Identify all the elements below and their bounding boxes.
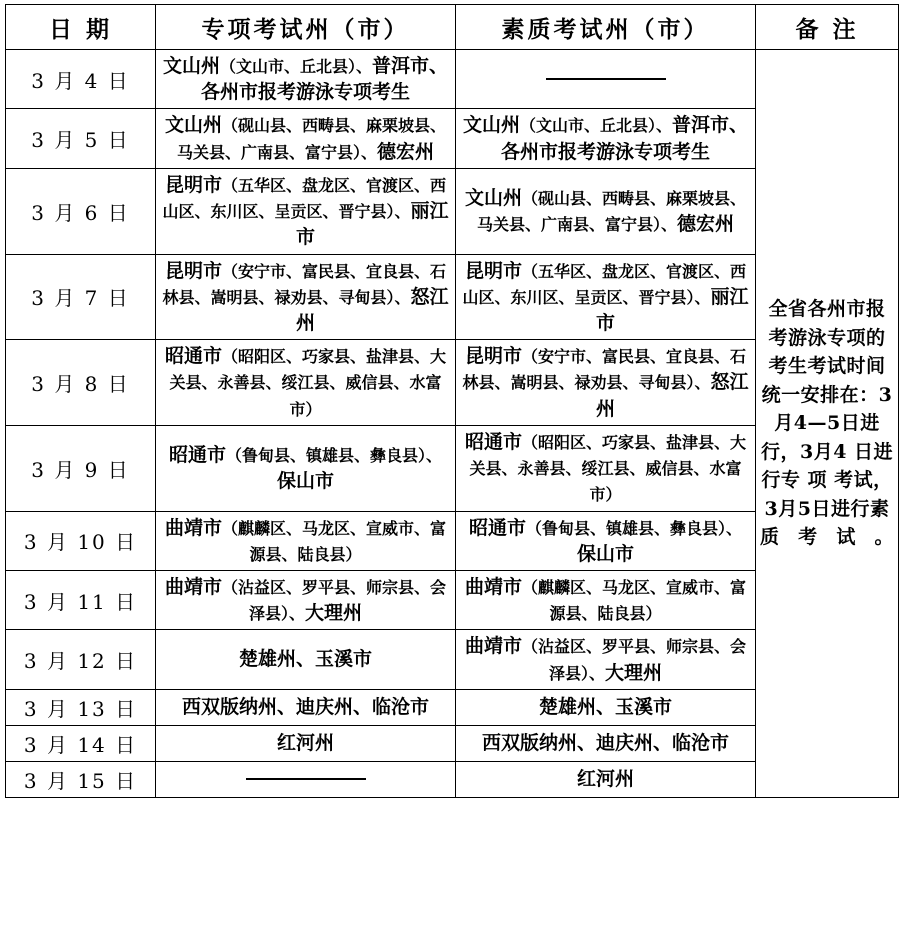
region-name: 红河州 bbox=[576, 768, 634, 791]
region-detail: （安宁市、富民县、宜良县、石林县、嵩明县、禄劝县、寻甸县）、 bbox=[462, 347, 747, 393]
region-name: 曲靖市 bbox=[164, 516, 222, 539]
cell-date: 3 月 13 日 bbox=[6, 689, 156, 725]
cell-quality-exam bbox=[456, 109, 756, 168]
region-detail: （五华区、盘龙区、官渡区、西山区、东川区、呈贡区、晋宁县）、 bbox=[462, 261, 747, 307]
cell-date: 3 月 15 日 bbox=[6, 761, 156, 797]
cell-major-exam bbox=[156, 725, 456, 761]
region-name: 文山州 bbox=[164, 114, 222, 137]
region-name: 曲靖市 bbox=[464, 635, 522, 658]
cell-date: 3 月 8 日 bbox=[6, 340, 156, 426]
cell-date: 3 月 4 日 bbox=[6, 50, 156, 109]
region-name: 文山州 bbox=[162, 55, 220, 77]
region-name: 红河州 bbox=[276, 732, 334, 755]
region-name: 昭通市 bbox=[168, 443, 226, 466]
region-name: 丽江市 bbox=[295, 200, 449, 249]
region-name: 大理州 bbox=[605, 661, 663, 684]
cell-quality-exam bbox=[456, 725, 756, 761]
column-header-remark: 备 注 bbox=[756, 5, 899, 50]
region-name: 昭通市 bbox=[464, 430, 522, 453]
region-detail: （鲁甸县、镇雄县、彝良县）、 bbox=[226, 445, 443, 465]
cell-major-exam bbox=[156, 511, 456, 570]
region-name: 德宏州 bbox=[677, 213, 735, 236]
region-detail: （砚山县、西畴县、麻栗坡县、马关县、广南县、富宁县）、 bbox=[476, 188, 747, 235]
region-name: 大理州 bbox=[305, 602, 363, 625]
region-name: 文山州 bbox=[464, 186, 522, 209]
region-name: 西双版纳州、迪庆州、临沧市 bbox=[181, 696, 429, 719]
region-detail: （麒麟区、马龙区、宣威市、富源县、陆良县） bbox=[522, 577, 747, 624]
cell-major-exam bbox=[156, 761, 456, 797]
em-dash-placeholder bbox=[546, 78, 666, 81]
region-name: 保山市 bbox=[276, 470, 334, 493]
region-name: 昆明市 bbox=[464, 345, 522, 368]
cell-date: 3 月 6 日 bbox=[6, 168, 156, 254]
cell-date: 3 月 14 日 bbox=[6, 725, 156, 761]
cell-date: 3 月 9 日 bbox=[6, 425, 156, 511]
cell-remark: 全省各州市报考游泳专项的考生考试时间统一安排在：3月4—5日进行，3月4 日进行专 项 考试，3月5日进行素质考试。 bbox=[756, 50, 899, 798]
cell-major-exam bbox=[156, 50, 456, 109]
cell-date: 3 月 7 日 bbox=[6, 254, 156, 340]
cell-quality-exam bbox=[456, 689, 756, 725]
region-name: 丽江市 bbox=[595, 285, 749, 334]
region-detail: （五华区、盘龙区、官渡区、西山区、东川区、呈贡区、晋宁县）、 bbox=[162, 175, 447, 222]
cell-major-exam bbox=[156, 340, 456, 426]
region-name: 曲靖市 bbox=[164, 575, 222, 598]
cell-quality-exam bbox=[456, 254, 756, 340]
cell-quality-exam bbox=[456, 340, 756, 426]
region-name: 楚雄州、玉溪市 bbox=[238, 648, 372, 671]
region-detail: （文山市、丘北县）、 bbox=[519, 116, 672, 136]
region-detail: （沾益区、罗平县、师宗县、会泽县）、 bbox=[222, 577, 447, 624]
region-name: 昆明市 bbox=[164, 259, 222, 282]
region-name: 德宏州 bbox=[377, 140, 435, 163]
cell-quality-exam bbox=[456, 511, 756, 570]
region-name: 怒江州 bbox=[595, 371, 749, 420]
region-detail: （安宁市、富民县、宜良县、石林县、嵩明县、禄劝县、寻甸县）、 bbox=[162, 261, 447, 307]
region-name: 西双版纳州、迪庆州、临沧市 bbox=[481, 732, 729, 755]
region-detail: （昭阳区、巧家县、盐津县、大关县、永善县、绥江县、威信县、水富市） bbox=[469, 432, 747, 505]
cell-major-exam bbox=[156, 254, 456, 340]
cell-major-exam bbox=[156, 109, 456, 168]
region-detail: （昭阳区、巧家县、盐津县、大关县、永善县、绥江县、威信县、水富市） bbox=[169, 347, 447, 419]
cell-major-exam bbox=[156, 570, 456, 629]
cell-major-exam bbox=[156, 425, 456, 511]
region-name: 昭通市 bbox=[468, 516, 526, 539]
cell-date: 3 月 11 日 bbox=[6, 570, 156, 629]
column-header-major-exam: 专项考试州（市） bbox=[156, 5, 456, 50]
region-name: 曲靖市 bbox=[464, 575, 522, 598]
cell-quality-exam bbox=[456, 761, 756, 797]
region-name: 普洱市、各州市报考游泳专项考生 bbox=[200, 55, 449, 104]
column-header-quality-exam: 素质考试州（市） bbox=[456, 5, 756, 50]
exam-schedule-table bbox=[5, 4, 899, 798]
cell-date: 3 月 12 日 bbox=[6, 630, 156, 689]
cell-quality-exam bbox=[456, 168, 756, 254]
table-body bbox=[6, 50, 899, 798]
cell-quality-exam bbox=[456, 630, 756, 689]
cell-quality-exam bbox=[456, 570, 756, 629]
region-name: 保山市 bbox=[576, 542, 634, 565]
region-detail: （文山市、丘北县）、 bbox=[219, 57, 372, 76]
table-row bbox=[6, 50, 899, 109]
cell-date: 3 月 5 日 bbox=[6, 109, 156, 168]
cell-quality-exam bbox=[456, 50, 756, 109]
region-name: 昆明市 bbox=[464, 259, 522, 282]
region-name: 昆明市 bbox=[164, 173, 222, 196]
column-header-date: 日 期 bbox=[6, 5, 156, 50]
region-detail: （砚山县、西畴县、麻栗坡县、马关县、广南县、富宁县）、 bbox=[176, 116, 447, 162]
region-detail: （沾益区、罗平县、师宗县、会泽县）、 bbox=[522, 637, 747, 683]
region-detail: （鲁甸县、镇雄县、彝良县）、 bbox=[526, 518, 743, 538]
region-name: 普洱市、各州市报考游泳专项考生 bbox=[500, 114, 749, 163]
region-name: 昭通市 bbox=[164, 345, 222, 368]
table-header-row bbox=[6, 5, 899, 50]
cell-major-exam bbox=[156, 168, 456, 254]
region-detail: （麒麟区、马龙区、宣威市、富源县、陆良县） bbox=[222, 518, 447, 564]
region-name: 怒江州 bbox=[295, 285, 449, 334]
cell-major-exam bbox=[156, 630, 456, 689]
em-dash-placeholder bbox=[246, 778, 366, 781]
region-name: 文山州 bbox=[462, 114, 520, 137]
region-name: 楚雄州、玉溪市 bbox=[538, 696, 672, 719]
cell-quality-exam bbox=[456, 425, 756, 511]
cell-date: 3 月 10 日 bbox=[6, 511, 156, 570]
cell-major-exam bbox=[156, 689, 456, 725]
